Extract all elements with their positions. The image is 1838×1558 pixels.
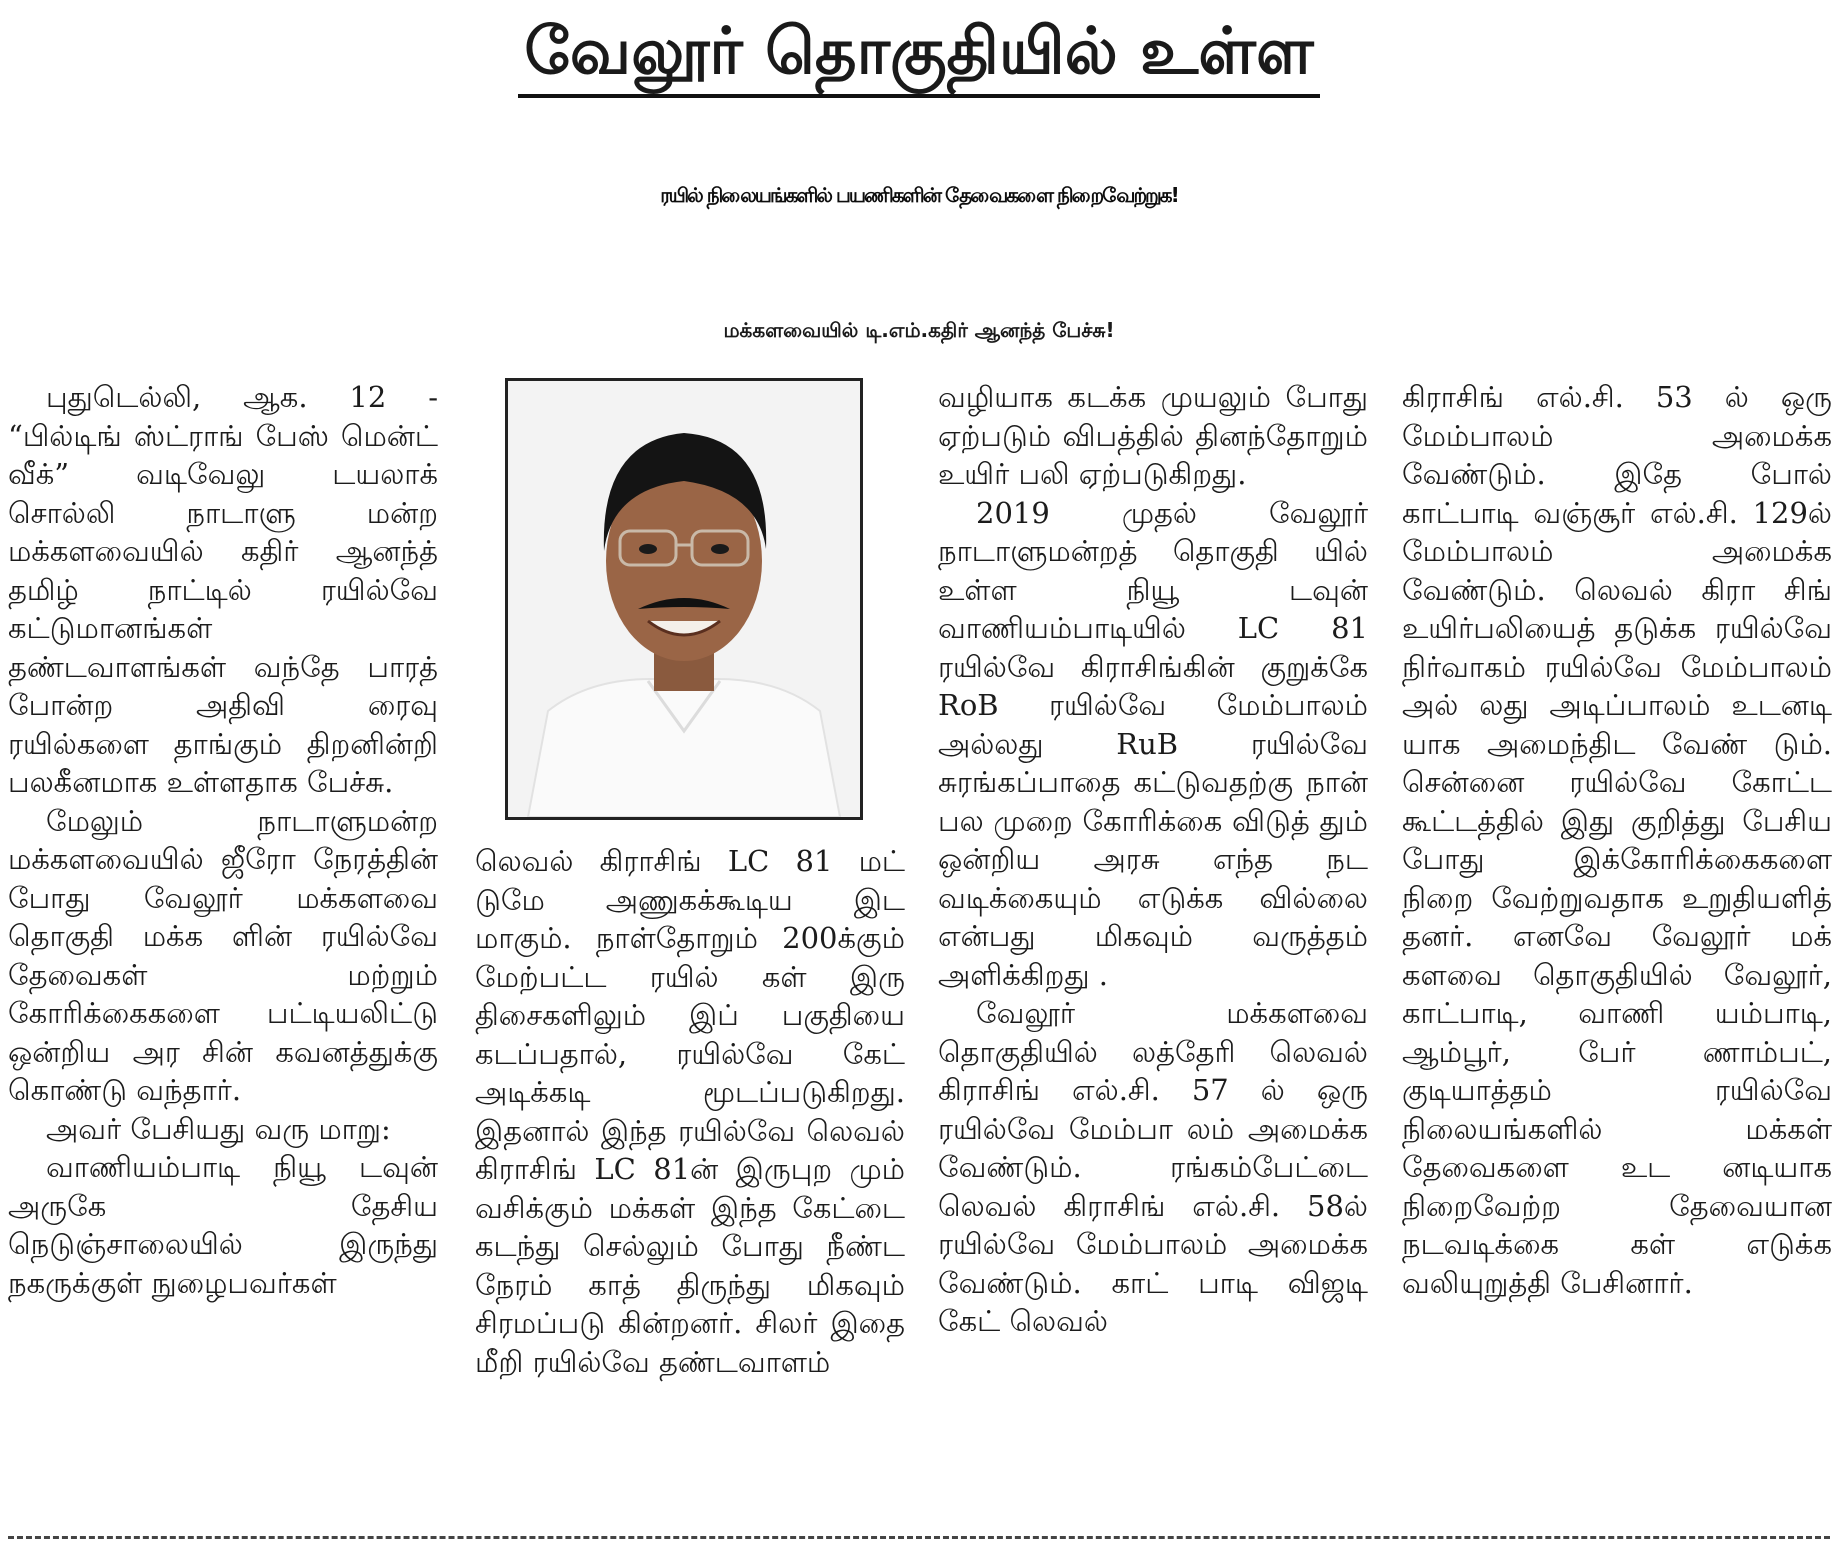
paragraph: வழியாக கடக்க முயலும் போது ஏற்படும் விபத்தில் தினந்தோறும் உயிர் பலி ஏற்படுகிறது. xyxy=(938,380,1368,491)
dashed-divider xyxy=(8,1536,1830,1539)
headline: ரயில் நிலையங்களில் பயணிகளின் தேவைகளை நிறைவேற்றுக! xyxy=(660,183,1178,207)
paragraph: வாணியம்பாடி நியூ டவுன் அருகே தேசிய நெடுஞ்சாலையில் இருந்து நகருக்குள் நுழைபவர்கள் xyxy=(8,1150,438,1300)
article-column-4 xyxy=(1402,378,1832,1518)
paragraph: லெவல் கிராசிங் LC 81 மட் டுமே அணுகக்கூடிய இட மாகும். நாள்தோறும் 200க்கும் மேற்பட்ட ரயில் கள் இரு திசைகளிலும் இப் பகுதியை கடப்பதால், ரயில்வே கேட் அடிக்கடி மூடப்படுகிறது. இதனால் இந்த ரயில்வே லெவல் கிராசிங் LC 81ன் இருபுற மும் வசிக்கும் மக்கள் இந்த கேட்டை கடந்து செல்லும் போது நீண்ட நேரம் காத் திருந்து மிகவும் சிரமப்படு கின்றனர். சிலர் இதை மீறி ரயில்வே தண்டவாளம் xyxy=(475,844,905,1379)
paragraph: வேலூர் மக்களவை தொகுதியில் லத்தேரி லெவல் கிராசிங் எல்.சி. 57 ல் ஒரு ரயில்வே மேம்பா லம் அமைக்க வேண்டும். ரங்கம்பேட்டை லெவல் கிராசிங் எல்.சி. 58ல் ரயில்வே மேம்பாலம் அமைக்க வேண்டும். காட் பாடி விஜடி கேட் லெவல் xyxy=(938,996,1368,1338)
portrait-photo xyxy=(505,378,863,820)
paragraph: அவர் பேசியது வரு மாறு: xyxy=(46,1111,391,1146)
article-column-2 xyxy=(475,842,905,1518)
subheadline: மக்களவையில் டி.எம்.கதிர் ஆனந்த் பேச்சு! xyxy=(723,318,1115,342)
kicker xyxy=(0,12,1838,98)
paragraph: கிராசிங் எல்.சி. 53 ல் ஒரு மேம்பாலம் அமைக்க வேண்டும். இதே போல் காட்பாடி வஞ்சூர் எல்.சி. 129ல் மேம்பாலம் அமைக்க வேண்டும். லெவல் கிரா சிங் உயிர்பலியைத் தடுக்க ரயில்வே நிர்வாகம் ரயில்வே மேம்பாலம் அல் லது அடிப்பாலம் உடனடி யாக அமைந்திட வேண் டும். சென்னை ரயில்வே கோட்ட கூட்டத்தில் இது குறித்து பேசிய போது இக்கோரிக்கைகளை நிறை வேற்றுவதாக உறுதியளித் தனர். எனவே வேலூர் மக் களவை தொகுதியில் வேலூர், காட்பாடி, வாணி யம்பாடி, ஆம்பூர், பேர் ணாம்பட், குடியாத்தம் ரயில்வே நிலையங்களில் மக்கள் தேவைகளை உட னடியாக நிறைவேற்ற தேவையான நடவடிக்கை கள் எடுக்க வலியுறுத்தி பேசினார். xyxy=(1402,380,1832,1300)
paragraph: புதுடெல்லி, ஆக. 12 - “பில்டிங் ஸ்ட்ராங் பேஸ் மென்ட் வீக்” வடிவேலு டயலாக் சொல்லி நாடாளு மன்ற மக்களவையில் கதிர் ஆனந்த் தமிழ் நாட்டில் ரயில்வே கட்டுமானங்கள் தண்டவாளங்கள் வந்தே பாரத் போன்ற அதிவி ரைவு ரயில்களை தாங்கும் திறனின்றி பலகீனமாக உள்ளதாக பேச்சு. xyxy=(8,380,438,799)
portrait-icon xyxy=(508,381,860,817)
kicker-text: வேலூர் தொகுதியில் உள்ள xyxy=(518,12,1319,98)
paragraph: மேலும் நாடாளுமன்ற மக்களவையில் ஜீரோ நேரத்தின் போது வேலூர் மக்களவை தொகுதி மக்க ளின் ரயில்வே தேவைகள் மற்றும் கோரிக்கைகளை பட்டியலிட்டு ஒன்றிய அர சின் கவனத்துக்கு கொண்டு வந்தார். xyxy=(8,803,438,1107)
paragraph: 2019 முதல் வேலூர் நாடாளுமன்றத் தொகுதி யில் உள்ள நியூ டவுன் வாணியம்பாடியில் LC 81 ரயில்வே கிராசிங்கின் குறுக்கே RoB ரயில்வே மேம்பாலம் அல்லது RuB ரயில்வே சுரங்கப்பாதை கட்டுவதற்கு நான் பல முறை கோரிக்கை விடுத் தும் ஒன்றிய அரசு எந்த நட வடிக்கையும் எடுக்க வில்லை என்பது மிகவும் வருத்தம் அளிக்கிறது . xyxy=(938,495,1368,992)
article-column-1 xyxy=(8,378,438,1518)
article-column-3 xyxy=(938,378,1368,1518)
